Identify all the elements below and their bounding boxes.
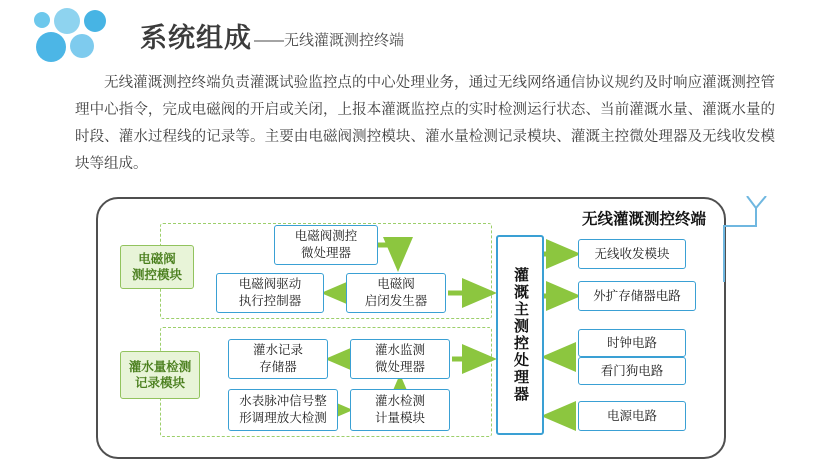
box-valve-open-close-generator <box>346 273 446 313</box>
box-wireless-transceiver: 无线收发模块 <box>578 239 686 269</box>
box-water-measuring-module <box>350 389 450 431</box>
box-valve-microprocessor <box>274 225 378 265</box>
box-water-meter-pulse-conditioning-line2: 形调理放大检测 <box>239 411 327 425</box>
system-diagram <box>96 197 726 459</box>
box-water-record-storage-line2: 存储器 <box>259 360 297 374</box>
box-valve-open-close-generator-line2: 启闭发生器 <box>364 294 428 308</box>
box-water-meter-pulse-conditioning-line1: 水表脉冲信号整 <box>239 394 327 408</box>
diagram-title: 无线灌溉测控终端 <box>581 211 706 228</box>
label-water-module-line2: 记录模块 <box>134 376 185 390</box>
box-main-control-processor: 灌溉主测控处理器 <box>496 235 544 435</box>
label-valve-module-line1: 电磁阀 <box>138 252 176 266</box>
box-watchdog-circuit: 看门狗电路 <box>578 357 686 385</box>
box-water-meter-pulse-conditioning <box>228 389 338 431</box>
page-title-subtitle: ——无线灌溉测控终端 <box>254 32 405 49</box>
bubble-icon <box>84 10 106 32</box>
box-water-monitor-microprocessor-line2: 微处理器 <box>374 360 425 374</box>
page-title-main: 系统组成 <box>140 23 252 53</box>
antenna-icon <box>716 196 786 286</box>
box-external-memory-circuit: 外扩存储器电路 <box>578 281 696 311</box>
label-water-module <box>120 351 200 399</box>
box-valve-open-close-generator-line1: 电磁阀 <box>377 277 415 291</box>
box-water-monitor-microprocessor-line1: 灌水监测 <box>374 343 425 357</box>
box-water-record-storage <box>228 339 328 379</box>
label-water-module-line1: 灌水量检测 <box>128 360 192 374</box>
box-water-measuring-module-line2: 计量模块 <box>374 411 425 425</box>
bubble-icon <box>54 8 80 34</box>
bubble-icon <box>70 34 94 58</box>
label-valve-module <box>120 245 194 289</box>
box-water-measuring-module-line1: 灌水检测 <box>374 394 425 408</box>
box-water-record-storage-line1: 灌水记录 <box>252 343 303 357</box>
bubbles-decoration <box>18 8 128 64</box>
page-header <box>0 0 820 68</box>
box-valve-microprocessor-line2: 微处理器 <box>300 246 351 260</box>
box-valve-driver-controller-line1: 电磁阀驱动 <box>238 277 302 291</box>
bubble-icon <box>34 12 50 28</box>
box-valve-microprocessor-line1: 电磁阀测控 <box>294 229 358 243</box>
box-valve-driver-controller-line2: 执行控制器 <box>238 294 302 308</box>
label-valve-module-line2: 测控模块 <box>131 268 182 282</box>
box-clock-circuit: 时钟电路 <box>578 329 686 357</box>
box-valve-driver-controller <box>216 273 324 313</box>
box-water-monitor-microprocessor <box>350 339 450 379</box>
page-title <box>140 16 404 55</box>
box-power-circuit: 电源电路 <box>578 401 686 431</box>
bubble-icon <box>36 32 66 62</box>
body-paragraph: 无线灌溉测控终端负责灌溉试验监控点的中心处理业务，通过无线网络通信协议规约及时响应灌溉测控管理中心指令，完成电磁阀的开启或关闭，上报本灌溉监控点的实时检测运行状态、当前灌溉水量、灌溉水量的时段、灌水过程线的记录等。主要由电磁阀测控模块、灌水量检测记录模块、灌溉主控微处理器及无线收发模块等组成。 <box>75 75 775 172</box>
